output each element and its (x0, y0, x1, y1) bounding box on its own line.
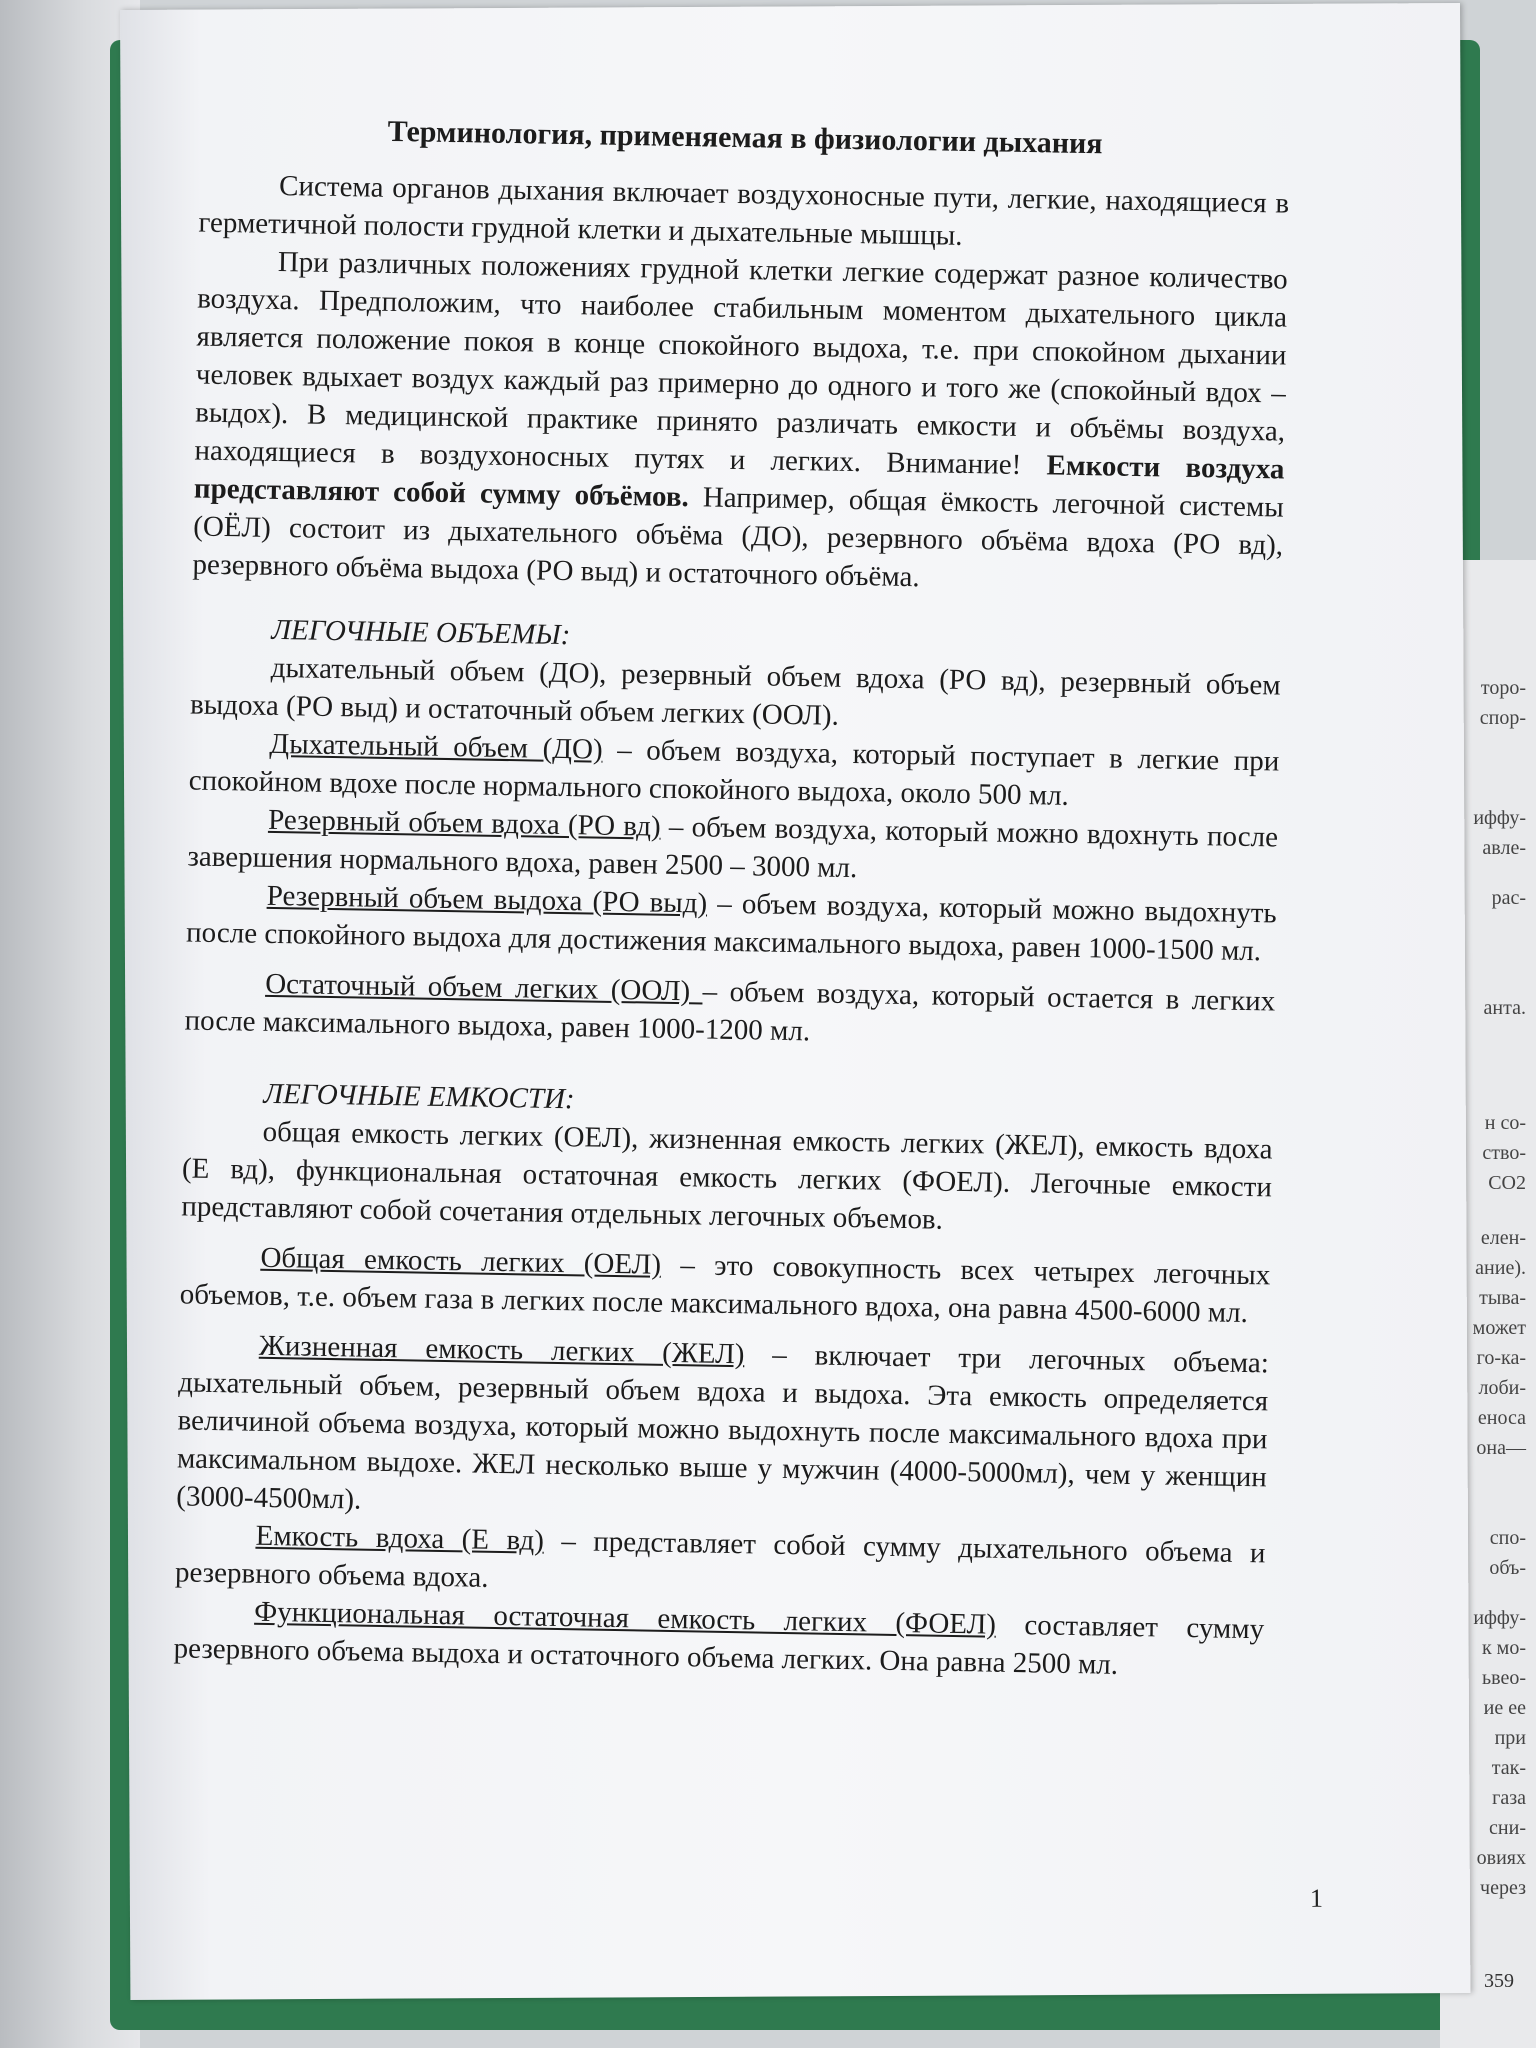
definition-term: Резервный объем вдоха (РО вд) (267, 803, 661, 843)
underlying-text-fragment: через (1480, 1877, 1526, 1899)
section-heading-capacities: ЛЕГОЧНЫЕ ЕМКОСТИ: (263, 1077, 575, 1116)
definition-text: составляет сумму резервного объема выдоха и остаточного объема легких. Она равна 2500 мл. (173, 1608, 1265, 1681)
intro-text: При различных положениях грудной клетки легкие содержат разное количество воздуха. Предположим, что наиболее стабильным моментом дыхательного цикла является положение покоя в конце спокойного выдоха, т.е. при спокойном дыхании человек вдыхает воздух каждый раз примерно до одного и того же (спокойный вдох – выдох). В медицинской практике принято различать емкости и объёмы воздуха, находящиеся в воздухоносных путях и легких. Внимание! (194, 245, 1289, 482)
definition-term: Дыхательный объем (ДО) (269, 727, 603, 766)
underlying-text-fragment: спо- (1489, 1527, 1526, 1549)
underlying-text-fragment: может (1472, 1317, 1526, 1339)
emphasis-text: Емкости воздуха представляют собой сумму объёмов. (193, 449, 1285, 514)
underlying-text-fragment: объ- (1489, 1557, 1526, 1579)
underlying-page-number: 359 (1484, 1970, 1514, 1992)
underlying-text-fragment: ие ее (1483, 1697, 1526, 1719)
underlying-text-fragment: ание). (1475, 1257, 1526, 1279)
underlying-text-fragment: анта. (1483, 997, 1526, 1019)
definition-text: – это совокупность всех четырех легочных объемов, т.е. объем газа в легких после максимального вдоха, она равна 4500-6000 мл. (179, 1248, 1271, 1330)
definition-term: Емкость вдоха (Е вд) (255, 1519, 545, 1557)
definition-text: – объем воздуха, который поступает в легкие при спокойном вдохе после нормального спокойного выдоха, около 500 мл. (188, 733, 1280, 812)
volumes-list: дыхательный объем (ДО), резервный объем вдоха (РО вд), резервный объем выдоха (РО выд) и остаточный объем легких (ООЛ). (189, 651, 1281, 732)
definition-text: – представляет собой сумму дыхательного объема и резервного объема вдоха. (174, 1524, 1266, 1594)
definition-text: – объем воздуха, который можно выдохнуть после спокойного выдоха для достижения максимального выдоха, равен 1000-1500 мл. (185, 887, 1277, 968)
definition-text: – объем воздуха, который остается в легких после максимального выдоха, равен 1000-1200 мл. (184, 975, 1276, 1048)
definition-item (180, 1237, 1271, 1332)
definition-text: – включает три легочных объема: дыхательный объем, резервный объем вдоха и выдоха. Эта емкость определяется величиной объема воздуха, который можно выдохнуть после максимального вдоха при максимальном выдохе. ЖЕЛ несколько выше у мужчин (4000-5000мл), чем у женщин (3000-4500мл). (176, 1338, 1270, 1516)
intro-paragraph-1: Система органов дыхания включает воздухоносные пути, легкие, находящиеся в герметичной полости грудной клетки и дыхательные мышцы. (198, 169, 1290, 252)
definition-item (176, 1325, 1269, 1534)
underlying-text-fragment: она— (1476, 1437, 1526, 1459)
section-heading-volumes: ЛЕГОЧНЫЕ ОБЪЕМЫ: (271, 613, 571, 652)
underlying-text-fragment: ьвео- (1482, 1667, 1526, 1689)
page-title: Терминология, применяемая в физиологии дыхания (387, 114, 1103, 161)
page-content (173, 110, 1290, 1687)
definition-term: Резервный объем выдоха (РО выд) (266, 879, 708, 920)
underlying-text-fragment: к мо- (1481, 1637, 1526, 1659)
underlying-text-fragment: еноса (1477, 1407, 1526, 1429)
definition-term: Общая емкость легких (ОЕЛ) (260, 1241, 662, 1281)
underlying-text-fragment: го-ка- (1476, 1347, 1526, 1369)
underlying-text-fragment: газа (1492, 1787, 1526, 1809)
underlying-text-fragment: СО2 (1488, 1172, 1526, 1194)
document-page (120, 3, 1470, 2000)
underlying-text-fragment: сни- (1489, 1817, 1526, 1839)
underlying-text-fragment: рас- (1491, 887, 1526, 909)
definition-term: Функциональная остаточная емкость легких (ФОЕЛ) (254, 1595, 997, 1641)
underlying-text-fragment: лоби- (1478, 1377, 1526, 1399)
definition-item (184, 963, 1275, 1058)
underlying-text-fragment: иффу- (1473, 807, 1526, 829)
underlying-text-fragment: авле- (1482, 837, 1526, 859)
underlying-text-fragment: иффу- (1473, 1607, 1526, 1629)
intro-text-continued: Например, общая ёмкость легочной системы (ОЁЛ) состоит из дыхательного объёма (ДО), резервного объёма вдоха (РО вд), резервного объёма выдоха (РО выд) и остаточного объёма. (192, 481, 1285, 594)
underlying-text-fragment: овиях (1476, 1847, 1526, 1869)
underlying-text-fragment: ство- (1482, 1142, 1526, 1164)
page-number: 1 (1309, 1883, 1323, 1913)
underlying-text-fragment: при (1494, 1727, 1526, 1749)
underlying-text-fragment: спор- (1479, 707, 1526, 729)
underlying-text-fragment: тыва- (1479, 1287, 1526, 1309)
underlying-text-fragment: так- (1491, 1757, 1526, 1779)
definition-text: – объем воздуха, который можно вдохнуть после завершения нормального вдоха, равен 2500 – 3000 мл. (187, 810, 1279, 885)
underlying-text-fragment: торо- (1480, 677, 1526, 699)
definition-term: Жизненная емкость легких (ЖЕЛ) (258, 1329, 745, 1371)
capacities-list: общая емкость легких (ОЕЛ), жизненная емкость легких (ЖЕЛ), емкость вдоха (Е вд), функциональная остаточная емкость легких (ФОЕЛ). Легочные емкости представляют собой сочетания отдельных легочных объемов. (181, 1115, 1273, 1236)
underlying-text-fragment: елен- (1480, 1227, 1526, 1249)
underlying-text-fragment: н со- (1484, 1112, 1526, 1134)
intro-paragraph-2 (192, 242, 1288, 603)
definition-term: Остаточный объем легких (ООЛ) (264, 967, 703, 1008)
